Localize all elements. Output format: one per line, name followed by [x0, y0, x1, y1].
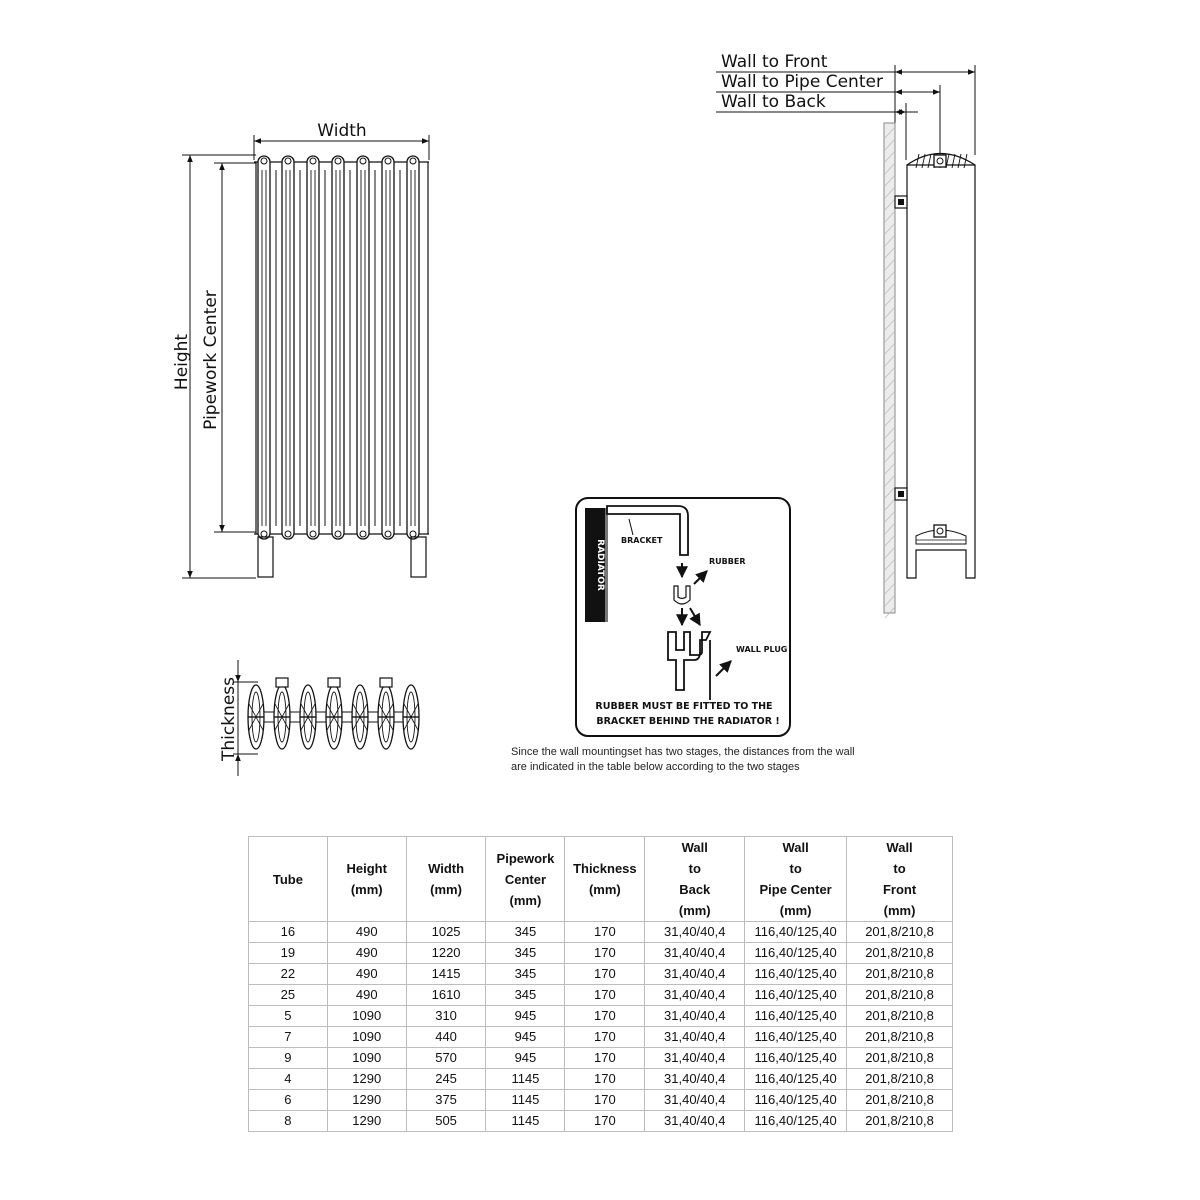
- table-cell: 31,40/40,4: [645, 1090, 745, 1111]
- table-cell: 9: [249, 1048, 328, 1069]
- table-cell: 16: [249, 922, 328, 943]
- table-cell: 170: [565, 1027, 645, 1048]
- table-header-text: Center: [504, 871, 547, 887]
- table-header-text: Back: [679, 882, 711, 897]
- table-header-text: Pipework: [496, 850, 555, 866]
- table-header-text: Wall: [681, 840, 708, 855]
- table-cell: 116,40/125,40: [745, 1069, 847, 1090]
- table-cell: 170: [565, 922, 645, 943]
- table-header-text: to: [893, 861, 906, 876]
- table-cell: 170: [565, 985, 645, 1006]
- mounting-note: Since the wall mountingset has two stages, the distances from the wall are indicated in the table below according to the two stages: [511, 746, 855, 773]
- table-cell: 170: [565, 1090, 645, 1111]
- top-connector: [276, 678, 288, 687]
- table-cell: 170: [565, 1111, 645, 1132]
- top-tube-section: [248, 685, 264, 749]
- table-cell: 31,40/40,4: [645, 985, 745, 1006]
- table-header-text: (mm): [779, 903, 812, 918]
- table-header-cell: [847, 837, 953, 922]
- bracket-detail: [576, 498, 790, 736]
- table-cell: 490: [327, 985, 406, 1006]
- table-cell: 1145: [486, 1090, 565, 1111]
- front-view: [172, 121, 429, 578]
- table-header-row: [249, 837, 953, 922]
- width-dimension: [254, 121, 429, 160]
- table-cell: 201,8/210,8: [847, 985, 953, 1006]
- table-cell: 490: [327, 943, 406, 964]
- table-header-text: Thickness: [573, 861, 637, 876]
- table-cell: 31,40/40,4: [645, 922, 745, 943]
- table-cell: 1090: [327, 1048, 406, 1069]
- table-cell: 22: [249, 964, 328, 985]
- table-cell: 116,40/125,40: [745, 943, 847, 964]
- table-header-text: (mm): [509, 892, 542, 908]
- table-cell: 345: [486, 964, 565, 985]
- table-header-text: (mm): [588, 882, 621, 897]
- table-cell: 1025: [406, 922, 486, 943]
- front-radiator-body: [254, 156, 429, 577]
- table-cell: 116,40/125,40: [745, 985, 847, 1006]
- radiator-label: RADIATOR: [595, 539, 605, 591]
- table-cell: 1090: [327, 1006, 406, 1027]
- table-cell: 1610: [406, 985, 486, 1006]
- table-row: [249, 922, 953, 943]
- table-row: [249, 985, 953, 1006]
- table-cell: 245: [406, 1069, 486, 1090]
- table-cell: 19: [249, 943, 328, 964]
- table-cell: 116,40/125,40: [745, 1006, 847, 1027]
- table-cell: 201,8/210,8: [847, 1090, 953, 1111]
- table-cell: 170: [565, 964, 645, 985]
- side-radiator-body: [895, 154, 975, 579]
- table-header-cell: [565, 837, 645, 922]
- table-header-text: to: [789, 861, 802, 876]
- table-row: [249, 1027, 953, 1048]
- table-cell: 116,40/125,40: [745, 922, 847, 943]
- table-header-text: Front: [882, 882, 917, 897]
- table-cell: 1090: [327, 1027, 406, 1048]
- table-cell: 1145: [486, 1111, 565, 1132]
- top-tube-section: [378, 685, 394, 749]
- table-cell: 1415: [406, 964, 486, 985]
- wall-to-pipe-center-label: Wall to Pipe Center: [721, 72, 883, 92]
- table-header-cell: [327, 837, 406, 922]
- table-cell: 170: [565, 943, 645, 964]
- table-header-cell: [745, 837, 847, 922]
- table-cell: 116,40/125,40: [745, 1111, 847, 1132]
- table-cell: 345: [486, 985, 565, 1006]
- front-tube: [382, 156, 394, 539]
- top-connector: [380, 678, 392, 687]
- table-cell: 945: [486, 1006, 565, 1027]
- table-cell: 170: [565, 1069, 645, 1090]
- table-cell: 505: [406, 1111, 486, 1132]
- table-header-text: (mm): [678, 903, 711, 918]
- front-tube: [357, 156, 369, 539]
- table-row: [249, 1048, 953, 1069]
- bracket-label: BRACKET: [621, 536, 663, 545]
- top-tube-section: [274, 685, 290, 749]
- table-cell: 201,8/210,8: [847, 1069, 953, 1090]
- table-header-text: Wall: [782, 840, 809, 855]
- front-tube: [282, 156, 294, 539]
- table-cell: 1290: [327, 1111, 406, 1132]
- right-foot: [411, 537, 426, 577]
- table-cell: 31,40/40,4: [645, 1027, 745, 1048]
- top-view: [219, 660, 419, 776]
- table-cell: 201,8/210,8: [847, 1006, 953, 1027]
- table-cell: 31,40/40,4: [645, 1069, 745, 1090]
- table-cell: 201,8/210,8: [847, 1111, 953, 1132]
- top-tube-section: [403, 685, 419, 749]
- table-cell: 310: [406, 1006, 486, 1027]
- table-cell: 31,40/40,4: [645, 1006, 745, 1027]
- table-cell: 8: [249, 1111, 328, 1132]
- table-cell: 570: [406, 1048, 486, 1069]
- table-cell: 201,8/210,8: [847, 943, 953, 964]
- table-cell: 5: [249, 1006, 328, 1027]
- top-tube-section: [352, 685, 368, 749]
- table-row: [249, 1090, 953, 1111]
- table-header-text: Height: [346, 861, 387, 876]
- table-cell: 116,40/125,40: [745, 1048, 847, 1069]
- table-row: [249, 1006, 953, 1027]
- table-cell: 201,8/210,8: [847, 1048, 953, 1069]
- table-row: [249, 964, 953, 985]
- wall-plug-label: WALL PLUG: [736, 645, 788, 654]
- table-cell: 116,40/125,40: [745, 964, 847, 985]
- pipework-center-dimension: [201, 163, 256, 532]
- thickness-label: Thickness: [219, 676, 239, 762]
- wall-section: [884, 123, 895, 618]
- table-cell: 945: [486, 1027, 565, 1048]
- table-header-text: (mm): [883, 903, 916, 918]
- specifications-table: [248, 836, 953, 1132]
- table-cell: 345: [486, 922, 565, 943]
- table-cell: 490: [327, 964, 406, 985]
- table-row: [249, 943, 953, 964]
- table-cell: 201,8/210,8: [847, 964, 953, 985]
- table-cell: 31,40/40,4: [645, 943, 745, 964]
- table-header-text: (mm): [350, 882, 383, 897]
- left-foot: [258, 537, 273, 577]
- table-row: [249, 1069, 953, 1090]
- top-tube-section: [326, 685, 342, 749]
- top-pipe-connection: [934, 155, 946, 167]
- wall-to-back-label: Wall to Back: [721, 92, 826, 112]
- table-cell: 345: [486, 943, 565, 964]
- front-tube: [258, 156, 270, 539]
- front-tube: [307, 156, 319, 539]
- table-cell: 1145: [486, 1069, 565, 1090]
- wall-dimensions: [716, 52, 975, 160]
- rubber-label: RUBBER: [709, 557, 746, 566]
- table-cell: 440: [406, 1027, 486, 1048]
- table-cell: 201,8/210,8: [847, 1027, 953, 1048]
- table-cell: 170: [565, 1006, 645, 1027]
- pipework-center-label: Pipework Center: [201, 290, 221, 430]
- table-cell: 945: [486, 1048, 565, 1069]
- table-cell: 1290: [327, 1090, 406, 1111]
- table-cell: 31,40/40,4: [645, 1048, 745, 1069]
- table-cell: 116,40/125,40: [745, 1027, 847, 1048]
- table-cell: 1220: [406, 943, 486, 964]
- table-header-cell: [249, 837, 328, 922]
- table-cell: 170: [565, 1048, 645, 1069]
- table-header-text: Tube: [272, 871, 303, 887]
- table-cell: 4: [249, 1069, 328, 1090]
- warning-line-2: BRACKET BEHIND THE RADIATOR !: [596, 716, 780, 727]
- table-header-text: (mm): [430, 882, 462, 897]
- table-cell: 1290: [327, 1069, 406, 1090]
- width-label: Width: [317, 121, 367, 141]
- top-tube-section: [300, 685, 316, 749]
- table-header-cell: [406, 837, 486, 922]
- front-tube: [332, 156, 344, 539]
- warning-line-1: RUBBER MUST BE FITTED TO THE: [595, 701, 773, 712]
- top-connector: [328, 678, 340, 687]
- bottom-pipe-connection: [934, 525, 946, 537]
- table-header-text: Pipe Center: [759, 882, 832, 897]
- table-header-text: Wall: [886, 840, 913, 855]
- table-cell: 201,8/210,8: [847, 922, 953, 943]
- table-cell: 7: [249, 1027, 328, 1048]
- table-cell: 31,40/40,4: [645, 964, 745, 985]
- table-header-cell: [645, 837, 745, 922]
- table-cell: 375: [406, 1090, 486, 1111]
- wall-to-front-label: Wall to Front: [721, 52, 828, 72]
- table-cell: 116,40/125,40: [745, 1090, 847, 1111]
- table-row: [249, 1111, 953, 1132]
- height-label: Height: [172, 333, 192, 391]
- table-cell: 31,40/40,4: [645, 1111, 745, 1132]
- table-header-cell: [486, 837, 565, 922]
- table-header-text: to: [688, 861, 701, 876]
- table-cell: 490: [327, 922, 406, 943]
- front-tube: [407, 156, 419, 539]
- table-cell: 25: [249, 985, 328, 1006]
- table-cell: 6: [249, 1090, 328, 1111]
- table-header-text: Width: [428, 861, 465, 876]
